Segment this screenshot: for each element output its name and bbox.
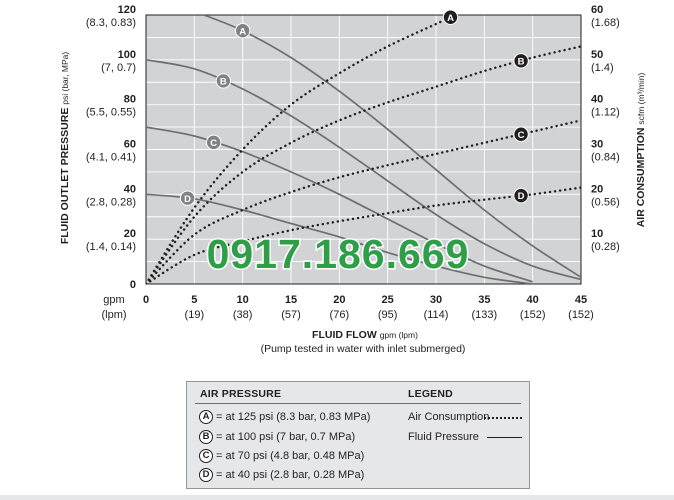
fluid-badge-c-label: C	[210, 137, 218, 149]
air-badge-c-label: C	[517, 129, 525, 141]
legend-row-a	[199, 409, 370, 425]
x-tick-label: 35	[478, 294, 491, 306]
bottom-rule	[0, 495, 674, 500]
y-left-tick-sublabel: (7, 0.7)	[101, 61, 136, 74]
x-tick-sublabel: (19)	[184, 309, 205, 321]
legend-row-d	[199, 467, 364, 483]
x-tick-label: 5	[191, 294, 198, 306]
legend-key-air-dots	[484, 417, 522, 419]
y-right-tick-label: 30	[591, 138, 604, 151]
legend-key-air-label: Air Consumption	[408, 411, 490, 423]
legend-key-fluid-label: Fluid Pressure	[408, 431, 479, 443]
legend-badge-b: B	[199, 430, 213, 444]
fluid-badge-a-label: A	[239, 26, 247, 38]
x-tick-label: 20	[333, 294, 346, 306]
x-tick-sublabel: (57)	[281, 309, 301, 321]
legend-badge-a: A	[199, 410, 213, 424]
x-tick-sublabel: (152)	[519, 309, 546, 321]
air-badge-a-label: A	[447, 12, 454, 24]
legend-key-fluid-line	[487, 437, 522, 438]
x-unit-primary: gpm	[103, 294, 125, 306]
legend-box	[186, 381, 530, 489]
y-right-tick-label: 60	[591, 4, 604, 16]
x-tick-sublabel: (133)	[471, 309, 498, 321]
y-right-tick-sublabel: (1.4)	[591, 61, 614, 74]
y-left-tick-label: 20	[123, 228, 136, 241]
y-right-tick-label: 40	[591, 93, 604, 106]
x-tick-label: 40	[526, 294, 539, 306]
y-left-tick-label: 0	[129, 279, 136, 291]
x-tick-sublabel: (152)	[568, 309, 594, 321]
x-tick-label: 30	[429, 294, 443, 306]
x-tick-sublabel: (95)	[377, 309, 398, 321]
x-axis-note: (Pump tested in water with inlet submerged)	[260, 343, 466, 355]
y-left-tick-label: 60	[123, 138, 136, 151]
y-right-tick-sublabel: (1.68)	[591, 17, 620, 29]
y-left-tick-label: 120	[117, 4, 136, 16]
fluid-badge-b-label: B	[219, 76, 227, 88]
x-tick-sublabel: (114)	[423, 309, 449, 321]
y-left-tick-sublabel: (2.8, 0.28)	[85, 196, 136, 209]
legend-key-air	[408, 409, 489, 425]
y-left-tick-label: 80	[123, 93, 136, 106]
legend-text-c: = at 70 psi (4.8 bar, 0.48 MPa)	[216, 450, 365, 462]
legend-badge-c: C	[199, 449, 213, 463]
x-tick-label: 15	[284, 294, 298, 306]
y-left-tick-sublabel: (5.5, 0.55)	[85, 106, 136, 119]
legend-header-air-pressure: AIR PRESSURE	[200, 388, 282, 400]
legend-key-fluid	[408, 429, 479, 445]
y-left-axis-title: FLUID OUTLET PRESSURE psi (bar, MPa)	[59, 51, 71, 245]
watermark-phone: 0917.186.669	[206, 231, 470, 277]
y-right-tick-sublabel: (0.84)	[591, 151, 620, 164]
y-left-tick-label: 40	[123, 183, 136, 196]
y-right-tick-label: 50	[591, 48, 604, 61]
x-tick-label: 45	[574, 294, 588, 306]
y-right-tick-label: 20	[591, 183, 604, 196]
y-left-tick-sublabel: (8.3, 0.83)	[85, 17, 136, 29]
legend-row-c	[199, 448, 364, 464]
y-left-tick-sublabel: (4.1, 0.41)	[85, 151, 136, 164]
legend-header-legend: LEGEND	[408, 388, 453, 400]
x-tick-label: 10	[236, 294, 249, 306]
air-badge-d-label: D	[517, 191, 525, 203]
legend-row-b	[199, 429, 355, 445]
y-left-tick-sublabel: (1.4, 0.14)	[85, 241, 136, 254]
legend-text-d: = at 40 psi (2.8 bar, 0.28 MPa)	[216, 469, 365, 481]
fluid-badge-d-label: D	[184, 193, 192, 205]
y-right-tick-label: 10	[591, 228, 604, 241]
x-tick-sublabel: (38)	[232, 309, 253, 321]
legend-divider	[195, 403, 521, 404]
x-tick-sublabel: (76)	[329, 309, 350, 321]
legend-text-b: = at 100 psi (7 bar, 0.7 MPa)	[216, 431, 356, 443]
y-left-tick-label: 100	[117, 48, 136, 61]
x-tick-label: 0	[142, 294, 150, 306]
y-right-tick-sublabel: (1.12)	[591, 106, 620, 119]
y-right-axis-title: AIR CONSUMPTION scfm (m³/min)	[635, 72, 647, 228]
x-tick-label: 25	[381, 294, 394, 306]
y-right-tick-sublabel: (0.28)	[591, 241, 620, 254]
y-right-tick-sublabel: (0.56)	[591, 196, 620, 209]
air-badge-b-label: B	[517, 56, 525, 68]
x-axis-title: FLUID FLOW gpm (lpm)	[312, 329, 418, 341]
x-unit-secondary: (lpm)	[101, 309, 127, 321]
legend-text-a: = at 125 psi (8.3 bar, 0.83 MPa)	[216, 411, 371, 423]
legend-badge-d: D	[199, 468, 213, 482]
